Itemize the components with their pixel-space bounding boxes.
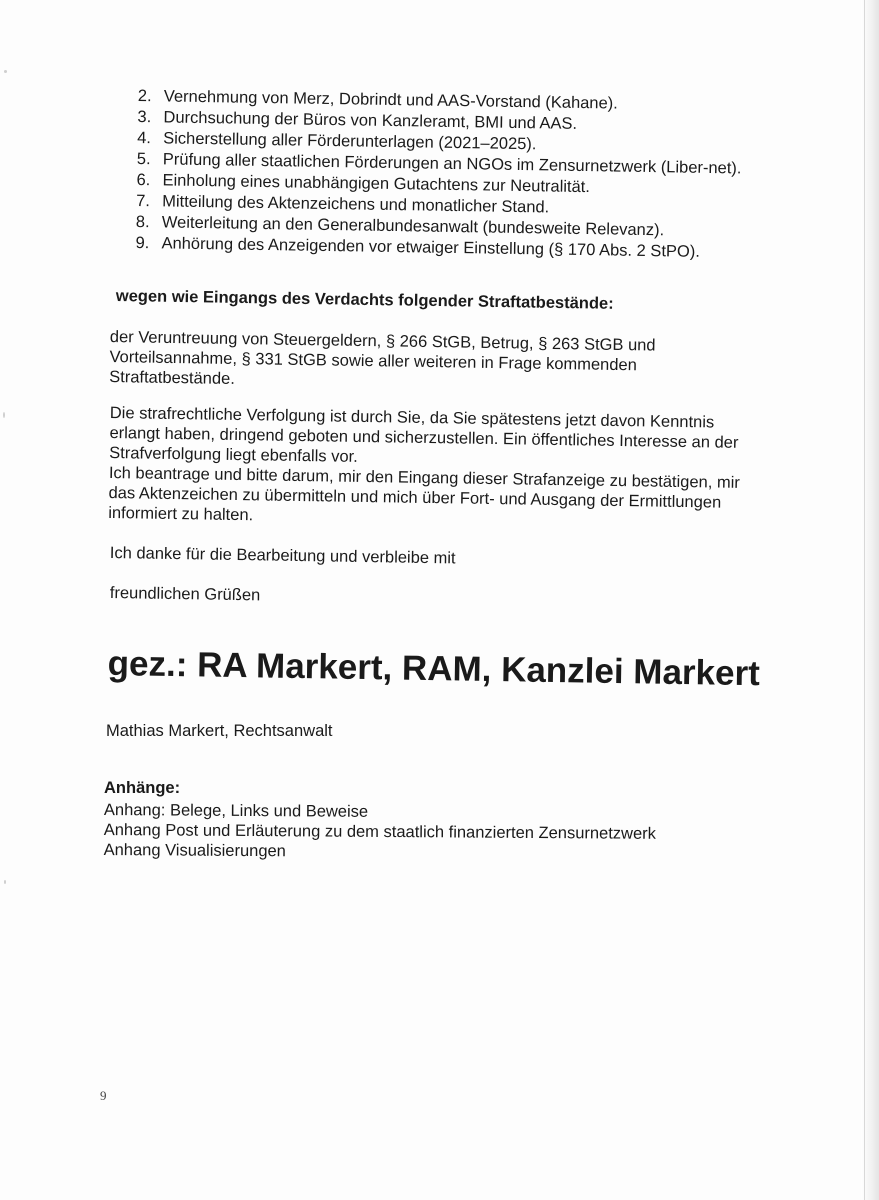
scan-speck bbox=[3, 412, 5, 418]
attachments-title: Anhänge: bbox=[104, 779, 181, 797]
closing-thanks: Ich danke für die Bearbeitung und verbleibe mit bbox=[109, 543, 456, 568]
list-item-number: 3. bbox=[137, 107, 152, 127]
scan-speck bbox=[4, 880, 6, 884]
attachment-item: Anhang Post und Erläuterung zu dem staatlich finanzierten Zensurnetzwerk bbox=[103, 820, 656, 843]
list-item-number: 8. bbox=[135, 212, 150, 232]
list-item-number: 6. bbox=[136, 170, 151, 190]
request-text: Ich beantrage und bitte darum, mir den Eingang dieser Strafanzeige zu bestätigen, mir das Aktenzeichen zu übermitteln und mich über Fort- und Ausgang der Ermittlungen informiert zu halten. bbox=[108, 463, 741, 525]
list-item-number: 7. bbox=[136, 191, 151, 211]
signer-name: Mathias Markert, Rechtsanwalt bbox=[106, 722, 333, 740]
list-item-text: Einholung eines unabhängigen Gutachtens zur Neutralität. bbox=[162, 171, 591, 197]
scan-speck bbox=[4, 70, 7, 73]
list-item-text: Weiterleitung an den Generalbundesanwalt (bundesweite Relevanz). bbox=[161, 213, 665, 240]
attachment-item: Anhang Visualisierungen bbox=[103, 840, 286, 861]
demands-list bbox=[135, 86, 748, 264]
list-item-text: Prüfung aller staatlichen Förderungen an NGOs im Zensurnetzwerk (Liber-net). bbox=[162, 150, 742, 178]
offenses-heading: wegen wie Eingangs des Verdachts folgender Straftatbestände: bbox=[115, 287, 614, 313]
list-item-text: Mitteilung des Aktenzeichens und monatlicher Stand. bbox=[162, 192, 550, 217]
prosecution-paragraph bbox=[108, 403, 750, 533]
list-item-text: Vernehmung von Merz, Dobrindt und AAS-Vorstand (Kahane). bbox=[163, 87, 618, 113]
offenses-paragraph: der Veruntreuung von Steuergeldern, § 266 StGB, Betrug, § 263 StGB und Vorteilsannahme, § 331 StGB sowie aller weiteren in Frage kommenden Straftatbestände. bbox=[109, 327, 656, 388]
list-item-number: 2. bbox=[137, 86, 152, 106]
attachments-list bbox=[104, 800, 657, 864]
scan-edge-line bbox=[864, 0, 865, 1200]
list-item-text: Anhörung des Anzeigenden vor etwaiger Einstellung (§ 170 Abs. 2 StPO). bbox=[161, 234, 701, 261]
list-item-text: Durchsuchung der Büros von Kanzleramt, BMI und AAS. bbox=[163, 108, 578, 133]
prosecution-text: Die strafrechtliche Verfolgung ist durch Sie, da Sie spätestens jetzt davon Kenntnis erlangt haben, dringend geboten und sicherzustellen. Ein öffentliches Interesse an der Strafverfolgung liegt ebenfalls vor. bbox=[109, 403, 739, 466]
list-item-number: 4. bbox=[137, 128, 152, 148]
closing-greeting: freundlichen Grüßen bbox=[109, 583, 261, 605]
list-item-text: Sicherstellung aller Förderunterlagen (2021–2025). bbox=[163, 129, 537, 154]
list-item-number: 5. bbox=[136, 149, 151, 169]
attachment-item: Anhang: Belege, Links und Beweise bbox=[103, 801, 369, 821]
list-item-number: 9. bbox=[135, 233, 150, 253]
page-number: 9 bbox=[100, 1088, 107, 1103]
signature-line: gez.: RA Markert, RAM, Kanzlei Markert bbox=[107, 644, 761, 694]
